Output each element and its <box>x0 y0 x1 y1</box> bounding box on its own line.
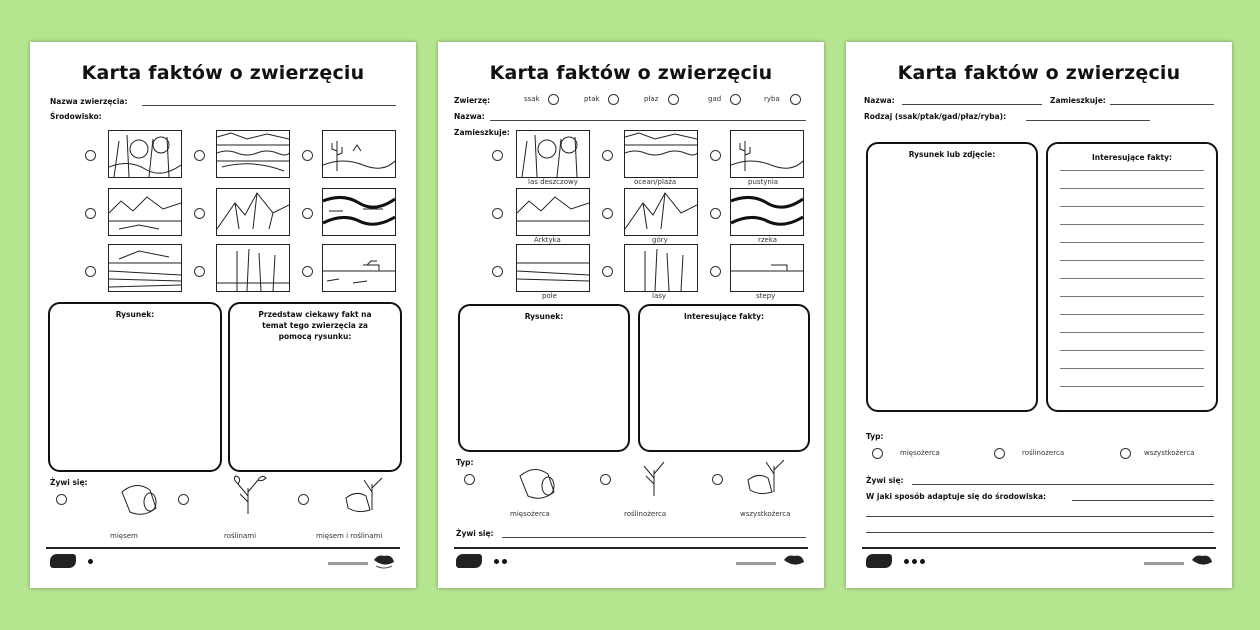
type-label: Typ: <box>456 458 474 467</box>
ocean-image <box>624 130 698 178</box>
writing-line <box>1060 332 1204 333</box>
type-option-herbivore: roślinożerca <box>624 510 667 518</box>
stamp-icon <box>372 552 396 570</box>
mountains-image <box>216 188 290 236</box>
name-label: Nazwa: <box>864 96 895 105</box>
type-radio[interactable] <box>464 474 475 485</box>
food-option-plants: roślinami <box>224 532 257 540</box>
name-line[interactable] <box>490 120 806 121</box>
food-radio[interactable] <box>298 494 309 505</box>
publisher-logo-icon <box>50 554 76 568</box>
drawing-label: Rysunek: <box>524 312 564 321</box>
sheet-title: Karta faktów o zwierzęciu <box>81 62 365 84</box>
habitat-radio[interactable] <box>492 150 503 161</box>
lives-label: Zamieszkuje: <box>1050 96 1106 105</box>
url-text <box>736 562 776 565</box>
arctic-image <box>516 188 590 236</box>
publisher-logo-icon <box>866 554 892 568</box>
habitat-radio[interactable] <box>194 208 205 219</box>
worksheet-1 <box>30 42 416 588</box>
rainforest-image <box>516 130 590 178</box>
worksheet-2 <box>438 42 824 588</box>
writing-line <box>1060 260 1204 261</box>
habitat-caption: Arktyka <box>534 236 561 244</box>
url-text <box>328 562 368 565</box>
type-option-carnivore: mięsożerca <box>900 449 940 457</box>
drawing-label: Rysunek: <box>115 310 155 319</box>
url-text <box>1144 562 1184 565</box>
habitat-radio[interactable] <box>602 266 613 277</box>
plant-icon <box>632 456 676 496</box>
food-option-meat: mięsem <box>110 532 138 540</box>
drawing-label: Rysunek lub zdjęcie: <box>908 150 996 159</box>
habitat-caption: góry <box>652 236 668 244</box>
writing-line <box>1060 386 1204 387</box>
footer-divider <box>46 547 400 549</box>
type-radio[interactable] <box>712 474 723 485</box>
type-radio[interactable] <box>872 448 883 459</box>
animal-type-radio[interactable] <box>790 94 801 105</box>
writing-line <box>1060 188 1204 189</box>
habitat-radio[interactable] <box>302 266 313 277</box>
name-line[interactable] <box>902 104 1042 105</box>
habitat-label: Środowisko: <box>50 112 102 121</box>
footer-divider <box>862 547 1216 549</box>
habitat-radio[interactable] <box>302 208 313 219</box>
level-dot <box>502 559 507 564</box>
sheet-title: Karta faktów o zwierzęciu <box>897 62 1181 84</box>
writing-line <box>1060 296 1204 297</box>
food-radio[interactable] <box>56 494 67 505</box>
writing-line <box>1060 278 1204 279</box>
facts-label: Interesujące fakty: <box>1092 153 1172 162</box>
animal-type-radio[interactable] <box>668 94 679 105</box>
level-dot <box>88 559 93 564</box>
writing-line <box>1060 170 1204 171</box>
mountains-image <box>624 188 698 236</box>
animal-type-reptile: gad <box>708 95 722 103</box>
river-image <box>322 188 396 236</box>
forest-image <box>624 244 698 292</box>
habitat-radio[interactable] <box>492 208 503 219</box>
level-dot <box>912 559 917 564</box>
habitat-radio[interactable] <box>602 150 613 161</box>
lives-line[interactable] <box>1110 104 1214 105</box>
habitat-radio[interactable] <box>710 208 721 219</box>
habitat-caption: ocean/plaża <box>634 178 677 186</box>
habitat-radio[interactable] <box>602 208 613 219</box>
desert-image <box>730 130 804 178</box>
habitat-radio[interactable] <box>85 150 96 161</box>
eats-line[interactable] <box>912 484 1214 485</box>
habitat-caption: pole <box>542 292 557 300</box>
adapt-line[interactable] <box>866 532 1214 533</box>
animal-type-mammal: ssak <box>524 95 540 103</box>
adapt-line[interactable] <box>866 516 1214 517</box>
habitat-radio[interactable] <box>85 266 96 277</box>
type-option-omnivore: wszystkożerca <box>740 510 791 518</box>
sheet-title: Karta faktów o zwierzęciu <box>489 62 773 84</box>
type-label: Typ: <box>866 432 884 441</box>
facts-box[interactable] <box>1046 142 1218 412</box>
writing-line <box>1060 350 1204 351</box>
habitat-radio[interactable] <box>710 266 721 277</box>
plant-icon <box>226 474 270 514</box>
kind-line[interactable] <box>1026 120 1150 121</box>
desert-image <box>322 130 396 178</box>
facts-box[interactable] <box>638 304 810 452</box>
type-radio[interactable] <box>994 448 1005 459</box>
drawing-box[interactable] <box>48 302 222 472</box>
animal-type-radio[interactable] <box>548 94 559 105</box>
footer-divider <box>454 547 808 549</box>
writing-line <box>1060 206 1204 207</box>
meat-and-plant-icon <box>342 474 386 514</box>
eats-line[interactable] <box>502 537 806 538</box>
kind-label: Rodzaj (ssak/ptak/gad/płaz/ryba): <box>864 112 1007 121</box>
writing-line <box>1060 224 1204 225</box>
writing-line <box>1060 368 1204 369</box>
type-radio[interactable] <box>600 474 611 485</box>
type-option-carnivore: mięsożerca <box>510 510 550 518</box>
meat-icon <box>514 462 558 502</box>
habitat-radio[interactable] <box>710 150 721 161</box>
habitat-caption: rzeka <box>758 236 778 244</box>
habitat-radio[interactable] <box>194 150 205 161</box>
stamp-icon <box>1190 552 1214 570</box>
meat-and-plant-icon <box>744 456 788 496</box>
animal-name-label: Nazwa zwierzęcia: <box>50 97 128 106</box>
animal-type-amphibian: płaz <box>644 95 659 103</box>
publisher-logo-icon <box>456 554 482 568</box>
animal-name-line[interactable] <box>142 105 396 106</box>
animal-type-radio[interactable] <box>730 94 741 105</box>
drawing-or-photo-box[interactable] <box>866 142 1038 412</box>
level-dot <box>920 559 925 564</box>
habitat-radio[interactable] <box>194 266 205 277</box>
eats-label: Żywi się: <box>50 478 88 487</box>
habitat-radio[interactable] <box>492 266 503 277</box>
animal-type-bird: ptak <box>584 95 600 103</box>
eats-label: Żywi się: <box>456 529 494 538</box>
eats-label: Żywi się: <box>866 476 904 485</box>
habitat-caption: pustynia <box>748 178 779 186</box>
habitat-radio[interactable] <box>85 208 96 219</box>
river-image <box>730 188 804 236</box>
habitat-radio[interactable] <box>302 150 313 161</box>
adapt-label: W jaki sposób adaptuje się do środowiska: <box>866 492 1047 501</box>
facts-label: Interesujące fakty: <box>684 312 764 321</box>
drawing-box[interactable] <box>458 304 630 452</box>
level-dot <box>904 559 909 564</box>
lives-label: Zamieszkuje: <box>454 128 510 137</box>
level-dot <box>494 559 499 564</box>
habitat-caption: stepy <box>756 292 776 300</box>
name-label: Nazwa: <box>454 112 485 121</box>
adapt-line[interactable] <box>1072 500 1214 501</box>
rainforest-image <box>108 130 182 178</box>
writing-line <box>1060 242 1204 243</box>
ocean-image <box>216 130 290 178</box>
steppe-image <box>730 244 804 292</box>
type-option-herbivore: roślinożerca <box>1022 449 1065 457</box>
habitat-caption: lasy <box>652 292 667 300</box>
meat-icon <box>116 478 160 518</box>
animal-type-radio[interactable] <box>608 94 619 105</box>
arctic-image <box>108 188 182 236</box>
field-image <box>516 244 590 292</box>
writing-line <box>1060 314 1204 315</box>
animal-label: Zwierzę: <box>454 96 491 105</box>
food-radio[interactable] <box>178 494 189 505</box>
type-radio[interactable] <box>1120 448 1131 459</box>
steppe-image <box>322 244 396 292</box>
forest-image <box>216 244 290 292</box>
fact-drawing-box[interactable] <box>228 302 402 472</box>
type-option-omnivore: wszystkożerca <box>1144 449 1195 457</box>
food-option-both: mięsem i roślinami <box>316 532 383 540</box>
habitat-caption: las deszczowy <box>528 178 578 186</box>
stamp-icon <box>782 552 806 570</box>
fact-prompt: Przedstaw ciekawy fakt na temat tego zwierzęcia za pomocą rysunku: <box>258 310 372 341</box>
worksheet-3 <box>846 42 1232 588</box>
field-image <box>108 244 182 292</box>
animal-type-fish: ryba <box>764 95 780 103</box>
